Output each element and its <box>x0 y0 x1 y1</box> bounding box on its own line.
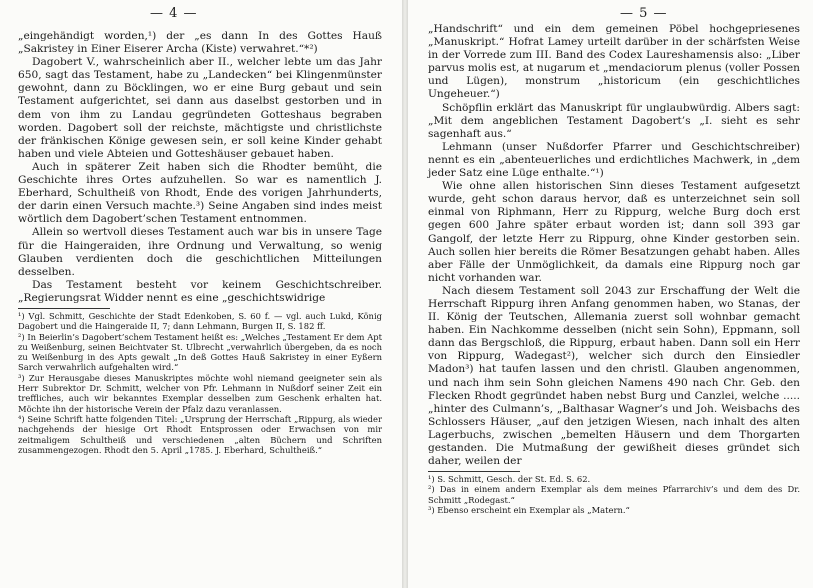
footnote: ²) In Beierlin’s Dagobert’schem Testament heißt es: „Welches „Testament Er dem Apt zu Weißenburg, seinen Beichtvater St. Ulbrecht „verwahrlich übergeben, da es noch zu Weißenburg in des Apts gewalt „In deß Gottes Hauß Sakristey in einer Eyßern Sarch verwahrlich aufgehalten wird.“ <box>18 331 382 373</box>
left-page <box>0 0 402 588</box>
footnotes <box>428 474 800 515</box>
page-number: — 4 — <box>150 6 198 21</box>
footnote: ⁴) Seine Schrift hatte folgenden Titel: „Ursprung der Herrschaft „Rippurg, als wieder nachgehends der hiesige Ort Rhodt Entsprossen oder Erwachsen von mir zeitmaligem Schultheiß und verschiedenen „alten Büchern und Schriften zusammengezogen. Rhodt den 5. April „1785. J. Eberhard, Schultheiß.“ <box>18 413 382 455</box>
paragraph: Wie ohne allen historischen Sinn dieses Testament aufgesetzt wurde, geht schon daraus hervor, daß es unterzeichnet sein soll einmal von Riphmann, Herr zu Rippurg, welche Burg doch erst gegen 600 Jahre später erbaut worden ist; dann soll 393 gar Gangolf, der letzte Herr zu Rippurg, ohne Kinder gestorben sein. Auch sollen hier bereits die Römer Besatzungen gehabt haben. Alles aber Fälle der Unmöglichkeit, da damals eine Rippurg noch gar nicht vorhanden war. <box>428 180 800 284</box>
right-page-body <box>428 23 800 515</box>
footnote: ³) Ebenso erscheint ein Exemplar als „Matern.“ <box>428 505 630 516</box>
paragraph: Allein so wertvoll dieses Testament auch war bis in unsere Tage für die Haingeraiden, ihre Ordnung und Verwaltung, so wenig Glauben verdienten doch die geschichtlichen Mitteilungen desselben. <box>18 226 382 278</box>
paragraph: Schöpflin erklärt das Manuskript für unglaubwürdig. Albers sagt: „Mit dem angeblichen Testament Dagobert’s „I. sieht es sehr sagenhaft aus.“ <box>428 101 800 140</box>
footnote-divider <box>428 471 520 472</box>
paragraph: Lehmann (unser Nußdorfer Pfarrer und Geschichtschreiber) nennt es ein „abenteuerliches und erdichtliches Machwerk, in „dem jeder Satz eine Lüge enthalte.“¹) <box>428 140 800 180</box>
paragraph: Auch in späterer Zeit haben sich die Rhodter bemüht, die Geschichte ihres Ortes aufzuhellen. So war es namentlich J. Eberhard, Schultheiß von Rhodt, Ende des vorigen Jahrhunderts, der darin einen Versuch machte.³) Seine Angaben sind indes meist wörtlich dem Dagobert’schen Testament entnommen. <box>18 160 382 226</box>
paragraph: Das Testament besteht vor keinem Geschichtschreiber. „Regierungsrat Widder nennt es eine „geschichtswidrige <box>18 278 382 304</box>
paragraph: „eingehändigt worden,¹) der „es dann In des Gottes Hauß „Sakristey in Einer Eiserer Archa (Kiste) verwahret.“*²) <box>18 30 382 56</box>
footnote: ³) Zur Herausgabe dieses Manuskriptes möchte wohl niemand geeigneter sein als Herr Subrektor Dr. Schmitt, welcher von Pfr. Lehmann in Nußdorf seiner Zeit ein treffliches, auch wir bekanntes Exemplar desselben zum Geschenk erhalten hat. Möchte ihn der historische Verein der Pfalz dazu veranlassen. <box>18 372 382 414</box>
page-number: — 5 — <box>620 6 668 21</box>
footnote-divider <box>18 308 110 309</box>
paragraph: Nach diesem Testament soll 2043 zur Erschaffung der Welt die Herrschaft Rippurg ihren Anfang genommen haben, wo Stanas, der II. König der Teutschen, Allemania zuerst soll wohnbar gemacht haben. Ein Nachkomme desselben (nicht sein Sohn), Eppmann, soll dann das Bergschloß, die Rippurg, erbaut haben. Dann soll ein Herr von Rippurg, Wadegast²), welcher sich durch den Einsiedler Madon³) hat taufen lassen und den christl. Glauben angenommen, und nach ihm sein Sohn gleichen Namens 490 nach Chr. Geb. den Flecken Rhodt gegründet haben nebst Burg und Canzlei, welche ..... „hinter des Culmann’s, „Balthasar Wagner’s und Joh. Weisbachs des Schlossers Häuser, „auf den jetzigen Wiesen, nach inhalt des alten Lagerbuchs, zwischen „bemelten Häusern und dem Thorgarten gestanden. Die Mutmaßung der gewißheit dieses gründet sich daher, weilen der <box>428 284 800 468</box>
footnote: ¹) Vgl. Schmitt, Geschichte der Stadt Edenkoben, S. 60 f. — vgl. auch Lukd, König Dagobert und die Haingeraide II, 7; dann Lehmann, Burgen II, S. 182 ff. <box>18 310 382 332</box>
paragraph: Dagobert V., wahrscheinlich aber II., welcher lebte um das Jahr 650, sagt das Testament, habe zu „Landecken“ bei Klingenmünster gewohnt, dann zu Böcklingen, wo er eine Burg gebaut und sein Testament aufgerichtet, sei dann aus daselbst gestorben und in dem von ihm zu Landau gegründeten Gotteshaus begraben worden. Dagobert soll der reichste, mächtigste und christlichste der fränkischen Könige gewesen sein, er soll keine Kinder gehabt haben und viele Abteien und Gotteshäuser gebauet haben. <box>18 56 382 160</box>
paragraph: „Handschrift“ und ein dem gemeinen Pöbel hochgepriesenes „Manuskript.“ Hofrat Lamey urteilt darüber in der schärfsten Weise in der Vorrede zum III. Band des Codex Laureshamensis also: „Liber parvus molis est, at nugarum et „mendaciorum plenus (voller Possen und Lügen), monstrum „historicum (ein geschichtliches Ungeheuer.“) <box>428 23 800 101</box>
footnote: ¹) S. Schmitt, Gesch. der St. Ed. S. 62. <box>428 474 591 485</box>
left-page-body <box>18 30 382 455</box>
right-page <box>408 0 813 588</box>
footnotes <box>18 311 382 455</box>
footnote: ²) Das in einem andern Exemplar als dem meines Pfarrarchiv’s und dem des Dr. Schmitt „Rodegast.“ <box>428 484 800 505</box>
